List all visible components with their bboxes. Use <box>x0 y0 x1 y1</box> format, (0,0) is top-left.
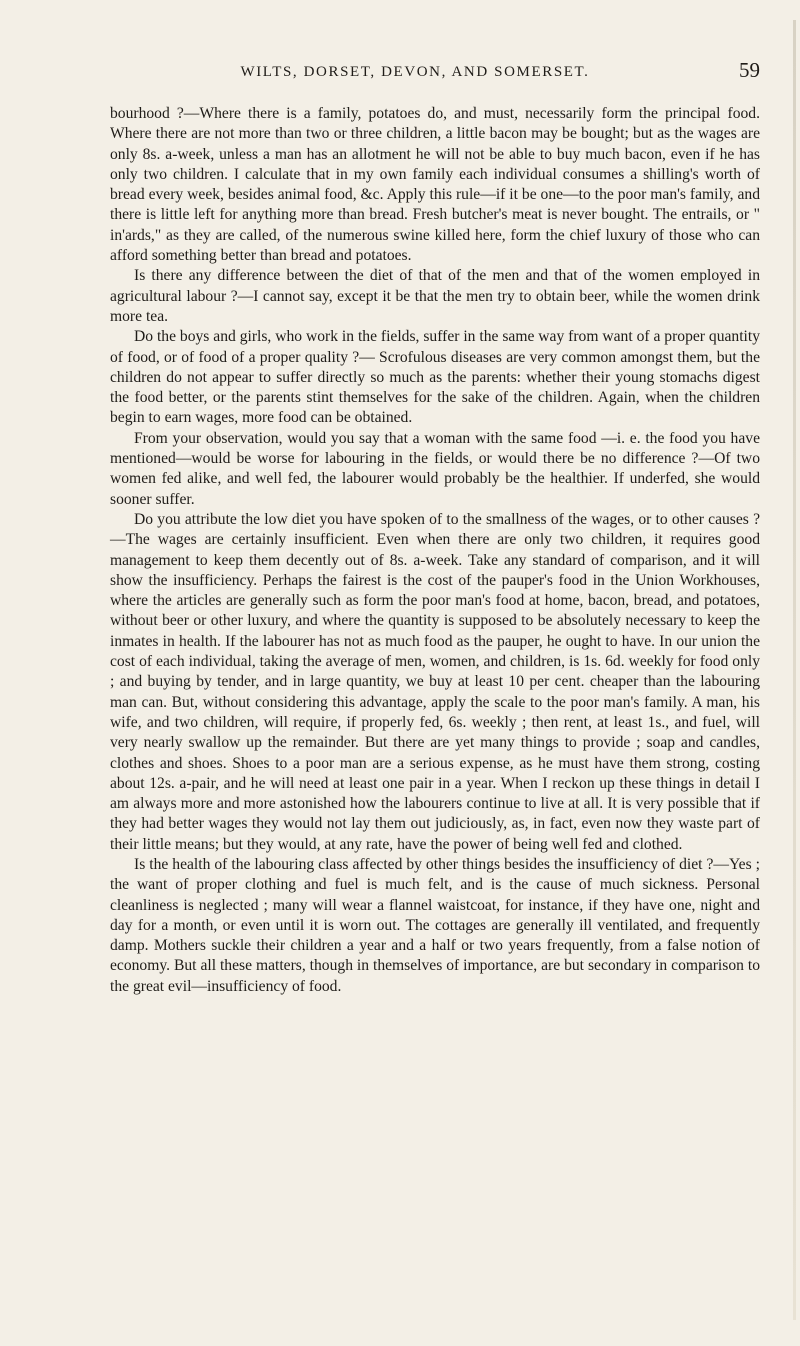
paragraph-boys-and-girls: Do the boys and girls, who work in the fields, suffer in the same way from want of a proper quantity of food, or of food of a proper quality ?— Scrofulous diseases are very common amongst them, but the children do not appear to suffer directly so much as the parents: whether their young stomachs digest the food better, or the parents stint themselves for the sake of the children. Again, when the children begin to earn wages, more food can be obtained. <box>110 328 760 427</box>
running-head <box>110 58 760 86</box>
paragraph-continued: bourhood ?—Where there is a family, potatoes do, and must, necessarily form the principal food. Where there are not more than two or three children, a little bacon may be bought; but as the wages are only 8s. a-week, unless a man has an allotment he will not be able to buy much bacon, even if he has only two children. I calculate that in my own family each individual consumes a shilling's worth of bread every week, besides animal food, &c. Apply this rule—if it be one—to the poor man's family, and there is little left for anything more than bread. Fresh butcher's meat is never bought. The entrails, or " in'ards," as they are called, of the numerous swine killed here, form the chief luxury of those who can afford something better than bread and potatoes. <box>110 105 760 265</box>
body-text <box>110 104 760 997</box>
paragraph-health-factors: Is the health of the labouring class affected by other things besides the insufficiency of diet ?—Yes ; the want of proper clothing and fuel is much felt, and is the cause of much sickness. Personal cleanliness is neglected ; many will wear a flannel waistcoat, for instance, if they have one, night and day for a month, or even until it is worn out. The cottages are generally ill ventilated, and frequently damp. Mothers suckle their children a year and a half or two years frequently, from a false notion of economy. But all these matters, though in themselves of importance, are but secondary in comparison to the great evil—insufficiency of food. <box>110 855 760 995</box>
paragraph-woman-labour: From your observation, would you say that a woman with the same food —i. e. the food you have mentioned—would be worse for labouring in the fields, or would there be no difference ?—Of two women fed alike, and well fed, the labourer would probably be the healthier. If underfed, she would sooner suffer. <box>110 429 760 508</box>
page-edge-shadow <box>793 20 796 1320</box>
paragraph-diet-difference: Is there any difference between the diet of that of the men and that of the women employed in agricultural labour ?—I cannot say, except it be that the men try to obtain beer, while the women drink more tea. <box>110 267 760 325</box>
running-title: WILTS, DORSET, DEVON, AND SOMERSET. <box>240 64 590 80</box>
page-number: 59 <box>739 58 760 82</box>
paragraph-low-diet-wages: Do you attribute the low diet you have spoken of to the smallness of the wages, or to other causes ?—The wages are certainly insufficient. Even when there are only two children, it requires good management to keep them decently out of 8s. a-week. Take any standard of comparison, and it will show the insufficiency. Perhaps the fairest is the cost of the pauper's food in the Union Workhouses, where the articles are generally such as form the poor man's food at home, bacon, bread, and potatoes, without beer or other luxury, and where the quantity is supposed to be absolutely necessary to keep the inmates in health. If the labourer has not as much food as the pauper, he ought to have. In our union the cost of each individual, taking the average of men, women, and children, is 1s. 6d. weekly for food only ; and buying by tender, and in large quantity, we buy at least 10 per cent. cheaper than the labouring man can. But, without considering this advantage, apply the scale to the poor man's family. A man, his wife, and two children, will require, if properly fed, 6s. weekly ; then rent, at least 1s., and fuel, will very nearly swallow up the remainder. But there are yet many things to provide ; soap and candles, clothes and shoes. Shoes to a poor man are a serious expense, as he must have them strong, costing about 12s. a-pair, and he will need at least one pair in a year. When I reckon up these things in detail I am always more and more astonished how the labourers continue to live at all. It is very possible that if they had better wages they would not lay them out judiciously, as, in fact, even now they waste part of their little means; but they would, at any rate, have the power of being well fed and clothed. <box>110 510 760 853</box>
